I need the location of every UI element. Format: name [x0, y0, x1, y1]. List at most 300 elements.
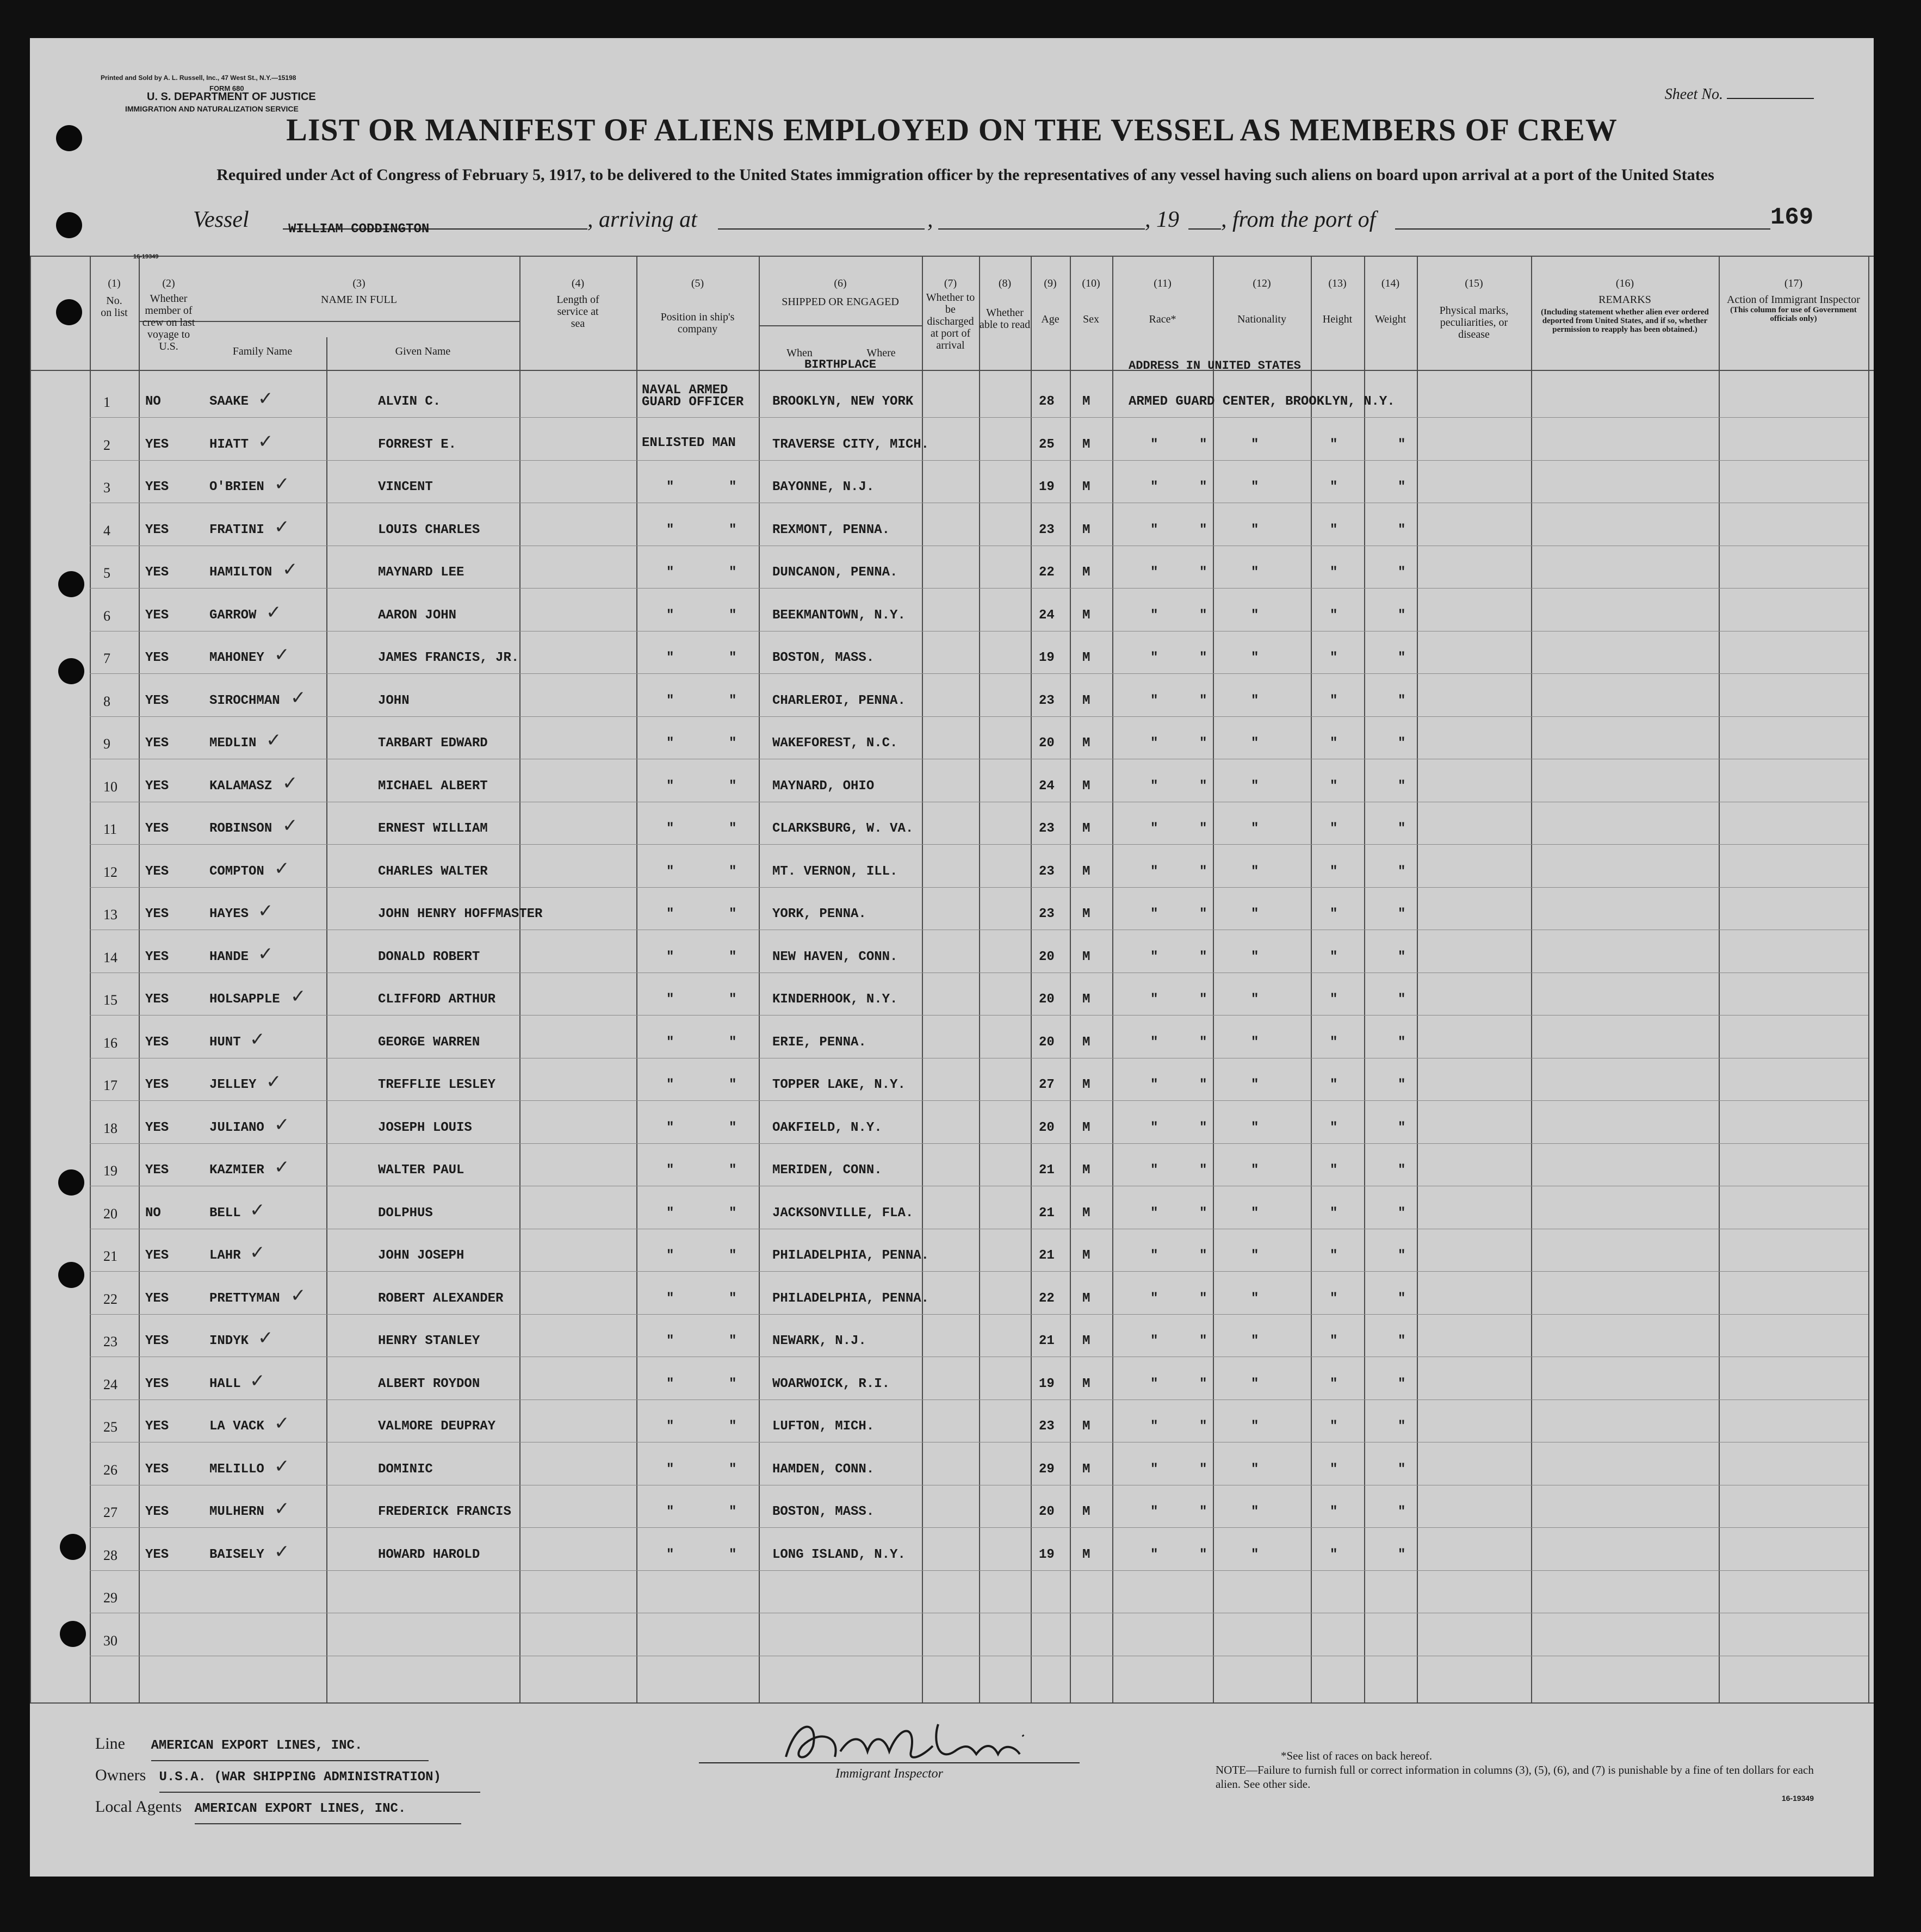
ditto-mark: " — [1330, 437, 1338, 452]
ditto-mark: " — [1398, 736, 1406, 751]
arriving-field[interactable] — [718, 207, 925, 230]
ditto-mark: " — [666, 1291, 674, 1306]
ditto-mark: " — [1251, 1248, 1259, 1263]
birthplace: OAKFIELD, N.Y. — [772, 1120, 882, 1135]
family-name: HOLSAPPLE — [209, 992, 280, 1007]
family-name: MULHERN — [209, 1504, 264, 1519]
ditto-mark: " — [1330, 1334, 1338, 1348]
page-subtitle: Required under Act of Congress of February 5, 1917, to be delivered to the United States immigration officer by the representatives of any vessel having such aliens on board upon arrival at a port of the United States — [216, 166, 1714, 184]
ditto-mark: " — [1150, 949, 1158, 964]
prev-voyage: NO — [145, 1205, 161, 1221]
table-row — [30, 1413, 1874, 1452]
col-1-number: (1) — [108, 277, 121, 289]
ditto-mark: " — [1251, 992, 1259, 1007]
check-mark: ✓ — [258, 430, 274, 453]
ditto-mark: " — [1330, 736, 1338, 751]
prev-voyage: YES — [145, 1035, 169, 1050]
sex: M — [1082, 736, 1090, 751]
ditto-mark: " — [666, 1376, 674, 1391]
col-13-label: Height — [1322, 313, 1353, 325]
ditto-mark: " — [1330, 864, 1338, 879]
position: ENLISTED MAN — [642, 435, 736, 450]
ditto-mark: " — [1398, 437, 1406, 452]
col-6a-header: When — [786, 347, 813, 359]
ditto-mark: " — [1199, 437, 1207, 452]
col-17-header — [1719, 277, 1868, 323]
prev-voyage: YES — [145, 565, 169, 580]
department: U. S. DEPARTMENT OF JUSTICE — [147, 91, 316, 103]
footer — [95, 1730, 480, 1824]
age: 21 — [1039, 1205, 1055, 1221]
ditto-mark: " — [1398, 1163, 1406, 1178]
ditto-mark: " — [1150, 1248, 1158, 1263]
birthplace: YORK, PENNA. — [772, 907, 866, 921]
date-field[interactable] — [938, 207, 1145, 230]
sex: M — [1082, 1035, 1090, 1050]
check-mark: ✓ — [250, 1370, 265, 1392]
birthplace: TOPPER LAKE, N.Y. — [772, 1078, 906, 1092]
ditto-mark: " — [1150, 736, 1158, 751]
ditto-mark: " — [1150, 1547, 1158, 1562]
line-row — [95, 1730, 480, 1761]
ditto-mark: " — [1398, 821, 1406, 836]
birthplace: BOSTON, MASS. — [772, 651, 875, 665]
sex: M — [1082, 522, 1090, 537]
col-1-header — [90, 277, 139, 319]
given-name: DOLPHUS — [378, 1205, 433, 1221]
table-row — [30, 857, 1874, 897]
ditto-mark: " — [1150, 778, 1158, 794]
ditto-mark: " — [729, 1120, 737, 1135]
service: IMMIGRATION AND NATURALIZATION SERVICE — [125, 104, 299, 113]
ditto-mark: " — [729, 864, 737, 879]
col-3b-header: Given Name — [395, 345, 451, 357]
ditto-mark: " — [666, 1419, 674, 1434]
ditto-mark: " — [1398, 992, 1406, 1007]
owners-value[interactable]: U.S.A. (WAR SHIPPING ADMINISTRATION) — [159, 1763, 480, 1793]
birthplace-header: BIRTHPLACE — [804, 358, 877, 371]
row-number: 13 — [103, 907, 117, 922]
row-number: 18 — [103, 1120, 117, 1136]
age: 25 — [1039, 437, 1055, 452]
table-row — [30, 1113, 1874, 1153]
ditto-mark: " — [1398, 949, 1406, 964]
col-13-header — [1311, 277, 1364, 325]
birthplace: MERIDEN, CONN. — [772, 1163, 882, 1178]
given-name: CHARLES WALTER — [378, 864, 488, 879]
sex: M — [1082, 907, 1090, 921]
col-12-label: Nationality — [1237, 313, 1286, 325]
ditto-mark: " — [729, 907, 737, 921]
ditto-mark: " — [666, 1035, 674, 1050]
prev-voyage: NO — [145, 394, 161, 409]
col-3-number: (3) — [352, 277, 365, 289]
given-name: ROBERT ALEXANDER — [378, 1291, 504, 1306]
ditto-mark: " — [1251, 1504, 1259, 1519]
ditto-mark: " — [729, 1419, 737, 1434]
col-17-number: (17) — [1784, 277, 1803, 289]
vessel-row — [193, 207, 1825, 239]
age: 20 — [1039, 736, 1055, 751]
age: 29 — [1039, 1462, 1055, 1477]
prev-voyage: YES — [145, 949, 169, 964]
prev-voyage: YES — [145, 992, 169, 1007]
ditto-mark: " — [1199, 608, 1207, 623]
col-4-number: (4) — [571, 277, 585, 289]
col-15-label: Physical marks, peculiarities, or disease — [1439, 305, 1509, 340]
ditto-mark: " — [729, 1163, 737, 1178]
ditto-mark: " — [1251, 1334, 1259, 1348]
ditto-mark: " — [1330, 1120, 1338, 1135]
ditto-mark: " — [666, 651, 674, 665]
table-row — [30, 559, 1874, 598]
given-name: WALTER PAUL — [378, 1163, 464, 1178]
prev-voyage: YES — [145, 736, 169, 751]
ditto-mark: " — [1199, 1291, 1207, 1306]
ditto-mark: " — [1398, 608, 1406, 623]
age: 27 — [1039, 1078, 1055, 1092]
ditto-mark: " — [1398, 1334, 1406, 1348]
form-number: FORM 680 — [209, 84, 244, 92]
row-rule — [90, 460, 1868, 461]
sex: M — [1082, 1462, 1090, 1477]
col-10-header — [1070, 277, 1112, 325]
col-3-header — [199, 277, 519, 306]
ditto-mark: " — [1398, 1078, 1406, 1092]
birthplace: LONG ISLAND, N.Y. — [772, 1547, 906, 1562]
ditto-mark: " — [1199, 1376, 1207, 1391]
family-name: LA VACK — [209, 1419, 264, 1434]
sex: M — [1082, 1419, 1090, 1434]
table-row — [30, 430, 1874, 470]
ditto-mark: " — [1398, 907, 1406, 921]
ditto-mark: " — [1330, 949, 1338, 964]
row-number: 7 — [103, 651, 110, 666]
given-name: MICHAEL ALBERT — [378, 778, 488, 794]
ditto-mark: " — [1330, 778, 1338, 794]
check-mark: ✓ — [274, 1498, 290, 1520]
ditto-mark: " — [1150, 1334, 1158, 1348]
ditto-mark: " — [1398, 864, 1406, 879]
row-number: 1 — [103, 394, 110, 410]
sex: M — [1082, 778, 1090, 794]
col-11-label: Race* — [1149, 313, 1176, 325]
check-mark: ✓ — [258, 388, 274, 410]
ditto-mark: " — [1251, 778, 1259, 794]
given-name: GEORGE WARREN — [378, 1035, 480, 1050]
sex: M — [1082, 1376, 1090, 1391]
ditto-mark: " — [1398, 1248, 1406, 1263]
birthplace: REXMONT, PENNA. — [772, 522, 890, 537]
ditto-mark: " — [1199, 821, 1207, 836]
check-mark: ✓ — [274, 1540, 290, 1563]
ditto-mark: " — [1330, 1376, 1338, 1391]
row-number: 15 — [103, 992, 117, 1008]
ditto-mark: " — [1150, 907, 1158, 921]
row-number: 25 — [103, 1419, 117, 1435]
row-number: 19 — [103, 1163, 117, 1179]
given-name: MAYNARD LEE — [378, 565, 464, 580]
family-name: HUNT — [209, 1035, 241, 1050]
ditto-mark: " — [1330, 522, 1338, 537]
sex: M — [1082, 394, 1090, 409]
row-number: 11 — [103, 821, 117, 837]
family-name: MAHONEY — [209, 651, 264, 665]
birthplace: MAYNARD, OHIO — [772, 778, 875, 794]
table-row — [30, 900, 1874, 939]
row-rule — [90, 1314, 1868, 1315]
ditto-mark: " — [1251, 1120, 1259, 1135]
ditto-mark: " — [666, 1163, 674, 1178]
age: 20 — [1039, 992, 1055, 1007]
birthplace: CLARKSBURG, W. VA. — [772, 821, 914, 836]
col-14-label: Weight — [1374, 313, 1406, 325]
check-mark: ✓ — [274, 1455, 290, 1477]
age: 28 — [1039, 394, 1055, 409]
ditto-mark: " — [729, 608, 737, 623]
check-mark: ✓ — [258, 1327, 274, 1349]
manifest-page — [30, 38, 1874, 1877]
row-number: 24 — [103, 1376, 117, 1392]
line-label: Line — [95, 1735, 125, 1753]
col-2-label: Whether member of crew on last voyage to U.S. — [142, 293, 195, 352]
birthplace: BEEKMANTOWN, N.Y. — [772, 608, 906, 623]
ditto-mark: " — [729, 821, 737, 836]
check-mark: ✓ — [290, 1284, 306, 1306]
age: 21 — [1039, 1248, 1055, 1263]
ditto-mark: " — [1199, 1163, 1207, 1178]
given-name: HOWARD HAROLD — [378, 1547, 480, 1562]
ditto-mark: " — [1330, 1205, 1338, 1221]
year-field[interactable] — [1188, 207, 1221, 230]
ditto-mark: " — [1199, 480, 1207, 494]
family-name: SIROCHMAN — [209, 693, 280, 708]
ditto-mark: " — [666, 565, 674, 580]
signature-line[interactable] — [699, 1713, 1080, 1763]
agents-row — [95, 1793, 480, 1824]
check-mark: ✓ — [274, 516, 290, 538]
ditto-mark: " — [1199, 1035, 1207, 1050]
inspector-label: Immigrant Inspector — [835, 1767, 943, 1781]
ditto-mark: " — [1150, 693, 1158, 708]
row-rule — [90, 1570, 1868, 1571]
ditto-mark: " — [666, 1248, 674, 1263]
col-14-number: (14) — [1381, 277, 1400, 289]
ditto-mark: " — [666, 1078, 674, 1092]
prev-voyage: YES — [145, 522, 169, 537]
ditto-mark: " — [1398, 1504, 1406, 1519]
age: 20 — [1039, 1035, 1055, 1050]
ditto-mark: " — [666, 1334, 674, 1348]
sex: M — [1082, 1334, 1090, 1348]
table-row — [30, 601, 1874, 641]
ditto-mark: " — [729, 1334, 737, 1348]
family-name: MELILLO — [209, 1462, 264, 1477]
crew-table — [30, 253, 1874, 1702]
col-9-label: Age — [1041, 313, 1059, 325]
ditto-mark: " — [1199, 522, 1207, 537]
given-name: DONALD ROBERT — [378, 949, 480, 964]
ditto-mark: " — [1150, 437, 1158, 452]
family-name: HIATT — [209, 437, 249, 452]
row-number: 29 — [103, 1590, 117, 1606]
ditto-mark: " — [1199, 1120, 1207, 1135]
family-name: GARROW — [209, 608, 257, 623]
col-1-label: No. on list — [101, 295, 128, 319]
col-12-header — [1213, 277, 1311, 325]
ditto-mark: " — [1251, 1205, 1259, 1221]
ditto-mark: " — [666, 608, 674, 623]
ditto-mark: " — [1251, 565, 1259, 580]
col-4-label: Length of service at sea — [556, 294, 599, 330]
prev-voyage: YES — [145, 1547, 169, 1562]
birthplace: PHILADELPHIA, PENNA. — [772, 1291, 929, 1306]
prev-voyage: YES — [145, 1334, 169, 1348]
port-label: , from the port of — [1221, 207, 1376, 232]
ditto-mark: " — [1251, 693, 1259, 708]
ditto-mark: " — [1150, 1035, 1158, 1050]
col-16-header — [1531, 277, 1719, 334]
birthplace: BROOKLYN, NEW YORK — [772, 394, 914, 409]
ditto-mark: " — [1330, 821, 1338, 836]
sheet-label: Sheet No. — [1664, 86, 1723, 103]
check-mark: ✓ — [258, 900, 274, 922]
ditto-mark: " — [1150, 1291, 1158, 1306]
birthplace: MT. VERNON, ILL. — [772, 864, 898, 879]
ditto-mark: " — [1330, 1504, 1338, 1519]
check-mark: ✓ — [274, 1113, 290, 1136]
col-15-header — [1417, 277, 1531, 340]
col-3-label: NAME IN FULL — [321, 294, 397, 306]
sex: M — [1082, 992, 1090, 1007]
page-title: LIST OR MANIFEST OF ALIENS EMPLOYED ON THE VESSEL AS MEMBERS OF CREW — [286, 112, 1618, 147]
line-value[interactable]: AMERICAN EXPORT LINES, INC. — [151, 1732, 429, 1761]
row-rule — [90, 1527, 1868, 1528]
ditto-mark: " — [729, 1547, 737, 1562]
ditto-mark: " — [666, 1547, 674, 1562]
ditto-mark: " — [1199, 864, 1207, 879]
ditto-mark: " — [666, 1120, 674, 1135]
ditto-mark: " — [1330, 693, 1338, 708]
check-mark: ✓ — [290, 986, 306, 1007]
ditto-mark: " — [1150, 522, 1158, 537]
ditto-mark: " — [1150, 821, 1158, 836]
table-row — [30, 1071, 1874, 1110]
table-row — [30, 1455, 1874, 1495]
family-name: HAMILTON — [209, 565, 272, 580]
family-name: JULIANO — [209, 1120, 264, 1135]
row-rule — [90, 716, 1868, 717]
table-row — [30, 986, 1874, 1025]
age: 19 — [1039, 651, 1055, 665]
given-name: ERNEST WILLIAM — [378, 821, 488, 836]
given-name: JOHN — [378, 693, 410, 708]
col-4-header — [519, 277, 636, 330]
ditto-mark: " — [1150, 1504, 1158, 1519]
col-16-note: (Including statement whether alien ever ordered deported from United States, and if so, whether permission to reapply has been obtained.) — [1541, 308, 1709, 334]
row-number: 17 — [103, 1078, 117, 1093]
sex: M — [1082, 1163, 1090, 1178]
family-name: O'BRIEN — [209, 480, 264, 494]
ditto-mark: " — [1398, 1205, 1406, 1221]
ditto-mark: " — [1398, 651, 1406, 665]
family-name: HALL — [209, 1376, 241, 1391]
col-6b-header: Where — [866, 347, 896, 359]
prev-voyage: YES — [145, 608, 169, 623]
ditto-mark: " — [1251, 437, 1259, 452]
birthplace: NEWARK, N.J. — [772, 1334, 866, 1348]
prev-voyage: YES — [145, 693, 169, 708]
col-7-label: Whether to be discharged at port of arrival — [926, 292, 975, 351]
ditto-mark: " — [1199, 992, 1207, 1007]
family-name: LAHR — [209, 1248, 241, 1263]
birthplace: NEW HAVEN, CONN. — [772, 949, 898, 964]
ditto-mark: " — [1251, 1035, 1259, 1050]
given-name: JOHN JOSEPH — [378, 1248, 464, 1263]
col-11-number: (11) — [1154, 277, 1172, 289]
ditto-mark: " — [666, 736, 674, 751]
ditto-mark: " — [1150, 1120, 1158, 1135]
row-number: 16 — [103, 1035, 117, 1051]
check-mark: ✓ — [282, 815, 298, 837]
ditto-mark: " — [1330, 608, 1338, 623]
port-field[interactable] — [1395, 207, 1770, 230]
sheet-blank[interactable] — [1727, 98, 1814, 99]
ditto-mark: " — [729, 949, 737, 964]
vessel-field[interactable] — [283, 207, 587, 237]
ditto-mark: " — [1330, 1035, 1338, 1050]
agents-value[interactable]: AMERICAN EXPORT LINES, INC. — [195, 1795, 461, 1824]
row-rule — [90, 1100, 1868, 1101]
table-row — [30, 1370, 1874, 1409]
ditto-mark: " — [666, 778, 674, 794]
row-rule — [90, 1143, 1868, 1144]
ditto-mark: " — [1330, 1419, 1338, 1434]
races-note: *See list of races on back hereof. — [1281, 1749, 1433, 1762]
sex: M — [1082, 1205, 1090, 1221]
ditto-mark: " — [729, 1035, 737, 1050]
ditto-mark: " — [1150, 1462, 1158, 1477]
family-name: JELLEY — [209, 1078, 257, 1092]
ditto-mark: " — [1150, 1419, 1158, 1434]
ditto-mark: " — [1150, 1163, 1158, 1178]
ditto-mark: " — [1199, 1334, 1207, 1348]
age: 23 — [1039, 821, 1055, 836]
ditto-mark: " — [1199, 1504, 1207, 1519]
ditto-mark: " — [1150, 565, 1158, 580]
ditto-mark: " — [1398, 1035, 1406, 1050]
row-number: 8 — [103, 693, 110, 709]
ditto-mark: " — [1330, 1078, 1338, 1092]
ditto-mark: " — [1251, 480, 1259, 494]
ditto-mark: " — [666, 864, 674, 879]
ditto-mark: " — [1199, 693, 1207, 708]
family-name: KALAMASZ — [209, 778, 272, 794]
family-name: INDYK — [209, 1334, 249, 1348]
ditto-mark: " — [1398, 1376, 1406, 1391]
ditto-mark: " — [729, 1291, 737, 1306]
ditto-mark: " — [1199, 949, 1207, 964]
ditto-mark: " — [729, 992, 737, 1007]
ditto-mark: " — [1251, 1376, 1259, 1391]
ditto-mark: " — [1330, 1291, 1338, 1306]
row-rule — [90, 1271, 1868, 1272]
col-8-number: (8) — [998, 277, 1012, 289]
row-number: 12 — [103, 864, 117, 880]
ditto-mark: " — [1251, 821, 1259, 836]
family-name: PRETTYMAN — [209, 1291, 280, 1306]
given-name: ALBERT ROYDON — [378, 1376, 480, 1391]
